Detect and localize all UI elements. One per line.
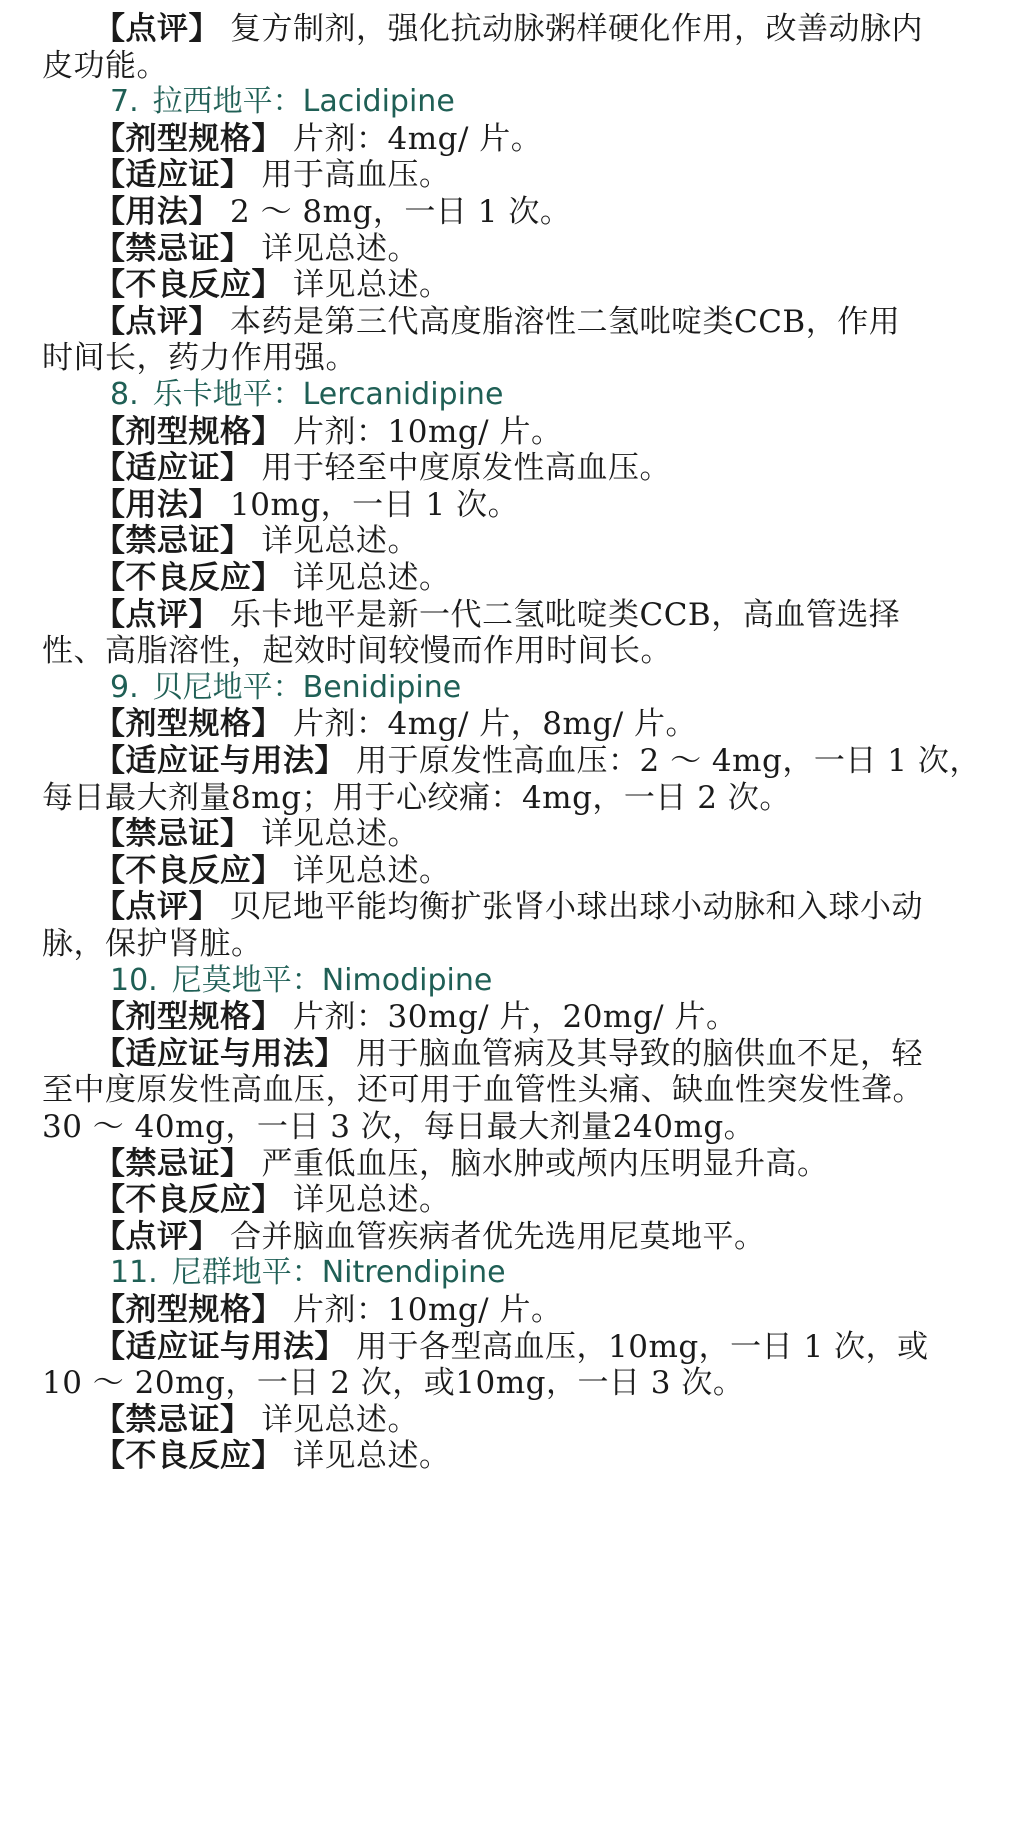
field-label: 【剂型规格】 xyxy=(94,1292,283,1328)
field-label: 【适应证与用法】 xyxy=(94,743,346,779)
field-label: 【不良反应】 xyxy=(94,853,283,889)
field-label: 【不良反应】 xyxy=(94,560,283,596)
field-label: 【剂型规格】 xyxy=(94,414,283,450)
continuation-line: 10 ～ 20mg，一日 2 次，或10mg，一日 3 次。 xyxy=(42,1365,745,1401)
field-label: 【禁忌证】 xyxy=(94,1402,252,1438)
field-label: 【适应证】 xyxy=(94,450,252,486)
drug-name: 拉西地平：Lacidipine xyxy=(152,84,455,119)
drug-number: 11. xyxy=(110,1255,158,1290)
field-label: 【用法】 xyxy=(94,487,220,523)
field-text: 复方制剂，强化抗动脉粥样硬化作用，改善动脉内 xyxy=(230,11,923,47)
field-label: 【用法】 xyxy=(94,194,220,230)
field-text: 用于高血压。 xyxy=(261,157,451,193)
field-text: 用于原发性高血压：2 ～ 4mg，一日 1 次， xyxy=(356,743,981,779)
field-label: 【点评】 xyxy=(94,597,220,633)
continuation-line: 脉，保护肾脏。 xyxy=(42,926,263,962)
field-label: 【禁忌证】 xyxy=(94,1146,252,1182)
drug-number: 9. xyxy=(110,670,139,705)
field-text: 详见总述。 xyxy=(293,1182,451,1218)
drug-number: 8. xyxy=(110,377,139,412)
continuation-line: 时间长，药力作用强。 xyxy=(42,340,357,376)
field-text: 2 ～ 8mg，一日 1 次。 xyxy=(230,194,572,230)
drug-name: 尼群地平：Nitrendipine xyxy=(171,1255,506,1290)
field-text: 片剂：10mg/ 片。 xyxy=(293,414,563,450)
field-label: 【剂型规格】 xyxy=(94,121,283,157)
continuation-line: 至中度原发性高血压，还可用于血管性头痛、缺血性突发性聋。 xyxy=(42,1072,924,1108)
field-label: 【不良反应】 xyxy=(94,1438,283,1474)
field-line xyxy=(94,6,923,52)
field-label: 【禁忌证】 xyxy=(94,231,252,267)
drug-name: 贝尼地平：Benidipine xyxy=(152,670,462,705)
field-text: 严重低血压，脑水肿或颅内压明显升高。 xyxy=(261,1146,829,1182)
field-text: 片剂：10mg/ 片。 xyxy=(293,1292,563,1328)
field-label: 【禁忌证】 xyxy=(94,816,252,852)
field-text: 用于各型高血压，10mg，一日 1 次，或 xyxy=(356,1329,929,1365)
field-text: 详见总述。 xyxy=(293,1438,451,1474)
field-label: 【点评】 xyxy=(94,11,220,47)
field-text: 片剂：30mg/ 片，20mg/ 片。 xyxy=(293,999,738,1035)
field-label: 【适应证】 xyxy=(94,157,252,193)
field-text: 详见总述。 xyxy=(261,523,419,559)
field-label: 【不良反应】 xyxy=(94,1182,283,1218)
field-line xyxy=(94,1433,451,1479)
field-text: 片剂：4mg/ 片，8mg/ 片。 xyxy=(293,706,698,742)
field-text: 用于脑血管病及其导致的脑供血不足，轻 xyxy=(356,1036,923,1072)
field-text: 详见总述。 xyxy=(261,1402,419,1438)
field-label: 【剂型规格】 xyxy=(94,999,283,1035)
field-label: 【点评】 xyxy=(94,1219,220,1255)
field-text: 乐卡地平是新一代二氢吡啶类CCB，高血管选择 xyxy=(230,597,901,633)
field-text: 本药是第三代高度脂溶性二氢吡啶类CCB，作用 xyxy=(230,304,901,340)
field-text: 合并脑血管疾病者优先选用尼莫地平。 xyxy=(230,1219,766,1255)
continuation-line: 30 ～ 40mg，一日 3 次，每日最大剂量240mg。 xyxy=(42,1109,756,1145)
field-text: 详见总述。 xyxy=(261,231,419,267)
field-text: 详见总述。 xyxy=(293,267,451,303)
drug-name: 尼莫地平：Nimodipine xyxy=(171,963,493,998)
field-label: 【适应证与用法】 xyxy=(94,1329,346,1365)
field-text: 详见总述。 xyxy=(261,816,419,852)
field-label: 【禁忌证】 xyxy=(94,523,252,559)
field-text: 用于轻至中度原发性高血压。 xyxy=(261,450,671,486)
continuation-line: 性、高脂溶性，起效时间较慢而作用时间长。 xyxy=(42,633,672,669)
field-text: 详见总述。 xyxy=(293,853,451,889)
field-label: 【不良反应】 xyxy=(94,267,283,303)
field-label: 【剂型规格】 xyxy=(94,706,283,742)
drug-number: 10. xyxy=(110,963,158,998)
field-text: 片剂：4mg/ 片。 xyxy=(293,121,543,157)
field-label: 【点评】 xyxy=(94,889,220,925)
continuation-line: 每日最大剂量8mg；用于心绞痛：4mg，一日 2 次。 xyxy=(42,780,791,816)
field-text: 详见总述。 xyxy=(293,560,451,596)
field-label: 【适应证与用法】 xyxy=(94,1036,346,1072)
drug-number: 7. xyxy=(110,84,139,119)
continuation-line: 皮功能。 xyxy=(42,48,168,84)
field-text: 10mg，一日 1 次。 xyxy=(230,487,520,523)
drug-name: 乐卡地平：Lercanidipine xyxy=(152,377,504,412)
field-text: 贝尼地平能均衡扩张肾小球出球小动脉和入球小动 xyxy=(230,889,923,925)
field-label: 【点评】 xyxy=(94,304,220,340)
